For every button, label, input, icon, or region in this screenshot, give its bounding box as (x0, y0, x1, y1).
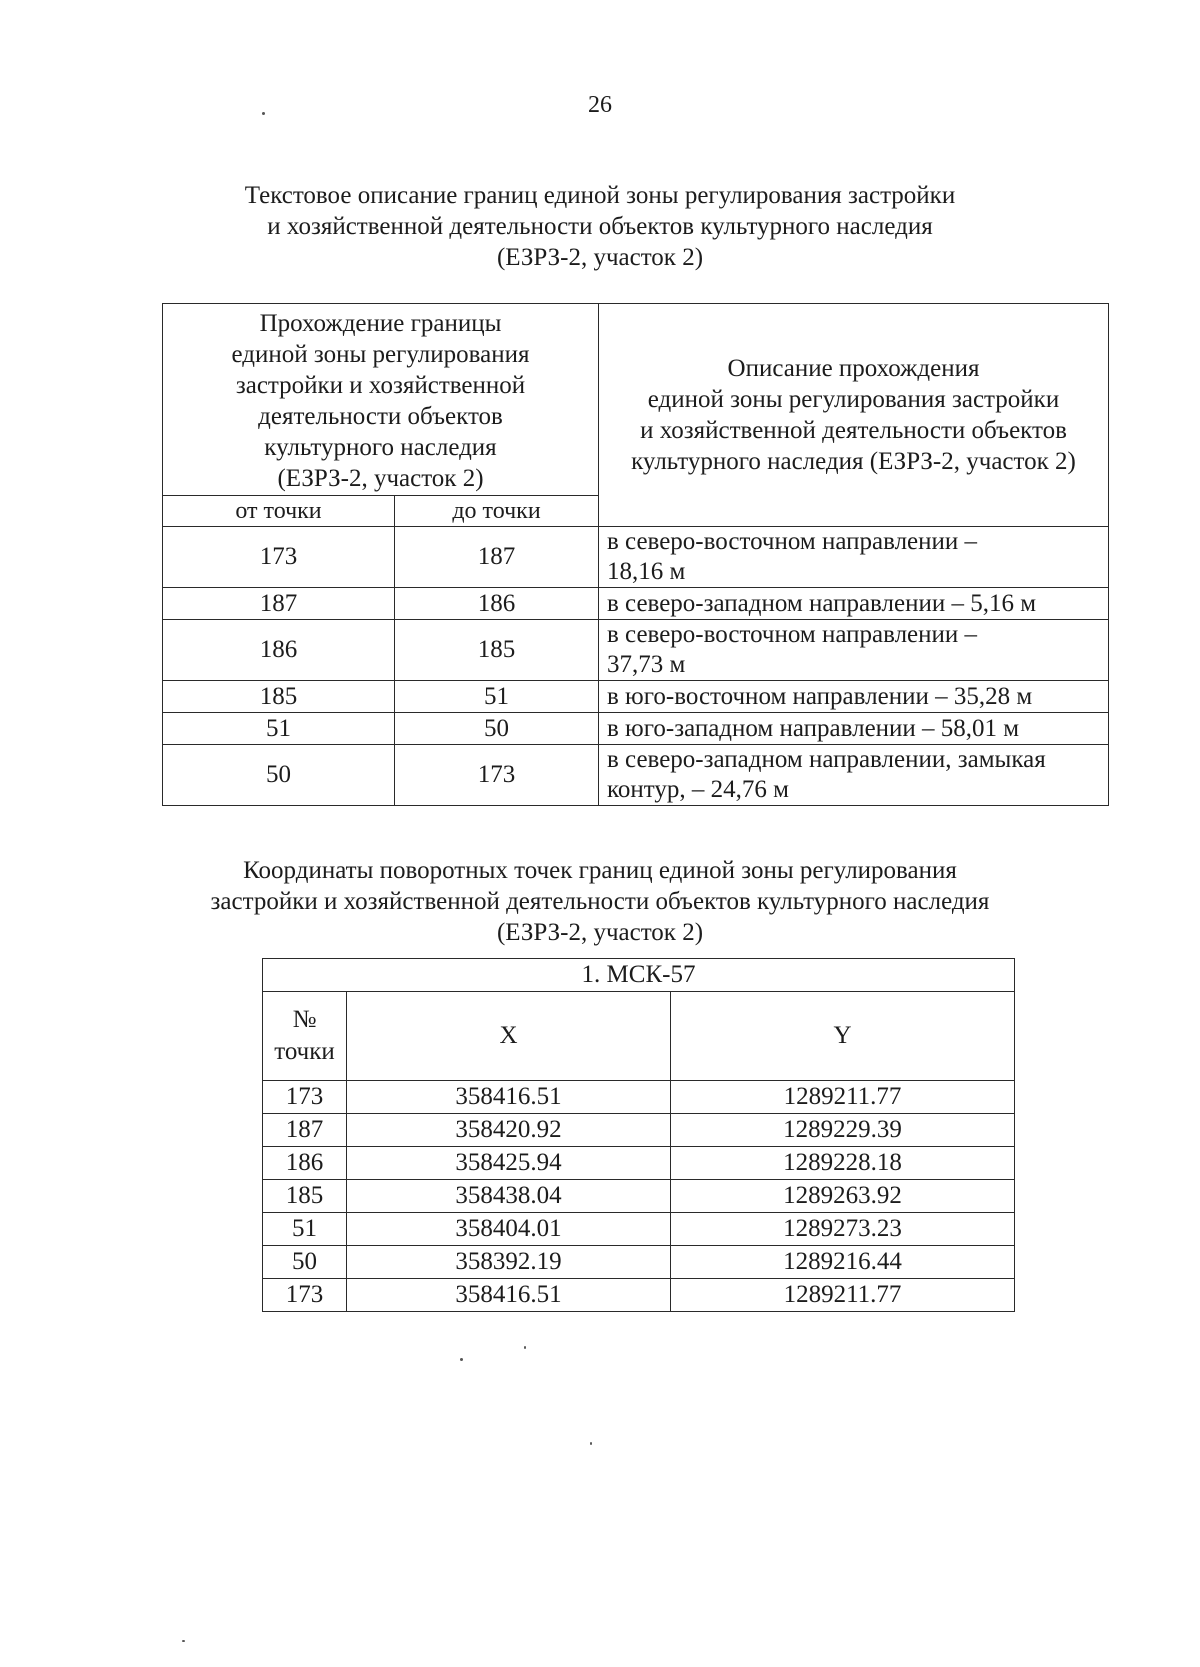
x-coordinate-cell: 358392.19 (347, 1246, 671, 1279)
description-line: 18,16 м (607, 558, 686, 585)
table-row (263, 1147, 1015, 1180)
from-point-cell: 50 (163, 745, 395, 806)
to-point-cell: 173 (395, 745, 599, 806)
description-cell (599, 745, 1109, 806)
header-line: единой зоны регулирования (231, 340, 530, 368)
table-row (263, 1279, 1015, 1312)
boundary-passage-header (163, 304, 599, 496)
header-line: культурного наследия (264, 433, 497, 461)
point-cell: 186 (263, 1147, 347, 1180)
y-coordinate-cell: 1289211.77 (671, 1081, 1015, 1114)
point-cell: 173 (263, 1081, 347, 1114)
y-coordinate-cell: 1289211.77 (671, 1279, 1015, 1312)
description-line: контур, – 24,76 м (607, 776, 789, 803)
table-row (163, 588, 1109, 620)
description-cell (599, 527, 1109, 588)
description-line: в юго-восточном направлении – 35,28 м (607, 682, 1033, 710)
description-line: в северо-западном направлении, замыкая (607, 746, 1046, 773)
y-coordinate-cell: 1289263.92 (671, 1180, 1015, 1213)
from-point-cell: 187 (163, 588, 395, 620)
table-row (263, 1213, 1015, 1246)
x-coordinate-cell: 358404.01 (347, 1213, 671, 1246)
table-row (163, 681, 1109, 713)
table-row (163, 527, 1109, 588)
to-point-cell: 51 (395, 681, 599, 713)
point-cell: 173 (263, 1279, 347, 1312)
table-row (263, 1081, 1015, 1114)
boundary-description-title (0, 180, 1200, 273)
title-line: застройки и хозяйственной деятельности объектов культурного наследия (210, 888, 990, 915)
header-line: Прохождение границы (259, 309, 502, 337)
y-coordinate-cell: 1289229.39 (671, 1114, 1015, 1147)
description-line: в северо-восточном направлении – (607, 528, 978, 555)
header-line: культурного наследия (ЕЗРЗ-2, участок 2) (631, 448, 1076, 475)
point-cell: 51 (263, 1213, 347, 1246)
y-header: Y (671, 992, 1015, 1081)
description-header (599, 304, 1109, 527)
to-point-header: до точки (395, 496, 599, 527)
title-line: и хозяйственной деятельности объектов культурного наследия (267, 213, 933, 240)
to-point-cell: 50 (395, 713, 599, 745)
x-coordinate-cell: 358416.51 (347, 1081, 671, 1114)
description-line: 37,73 м (607, 651, 686, 678)
point-cell: 50 (263, 1246, 347, 1279)
scan-speck (524, 1346, 526, 1349)
point-cell: 185 (263, 1180, 347, 1213)
table-row (163, 713, 1109, 745)
header-line: точки (274, 1038, 335, 1065)
coordinates-table (262, 958, 1015, 1312)
to-point-cell: 187 (395, 527, 599, 588)
from-point-cell: 185 (163, 681, 395, 713)
description-cell (599, 713, 1109, 745)
point-number-header (263, 992, 347, 1081)
description-line: в северо-восточном направлении – (607, 621, 978, 648)
y-coordinate-cell: 1289273.23 (671, 1213, 1015, 1246)
description-line: в северо-западном направлении – 5,16 м (607, 589, 1037, 617)
table-row (263, 1246, 1015, 1279)
to-point-cell: 185 (395, 620, 599, 681)
title-line: (ЕЗРЗ-2, участок 2) (496, 244, 704, 271)
table-row (263, 1114, 1015, 1147)
coordinate-system-label: 1. МСК-57 (263, 959, 1015, 992)
header-line: застройки и хозяйственной (235, 371, 526, 399)
page-number: 26 (588, 92, 612, 118)
x-coordinate-cell: 358438.04 (347, 1180, 671, 1213)
header-line: Описание прохождения (727, 355, 980, 382)
description-line: в юго-западном направлении – 58,01 м (607, 714, 1020, 742)
x-header: X (347, 992, 671, 1081)
from-point-header: от точки (163, 496, 395, 527)
to-point-cell: 186 (395, 588, 599, 620)
scan-speck (262, 112, 265, 115)
description-cell (599, 620, 1109, 681)
from-point-cell: 173 (163, 527, 395, 588)
coordinates-title (0, 855, 1200, 948)
x-coordinate-cell: 358420.92 (347, 1114, 671, 1147)
scan-speck (182, 1640, 185, 1642)
header-line: № (292, 1006, 317, 1033)
title-line: Текстовое описание границ единой зоны регулирования застройки (244, 182, 956, 209)
title-line: Координаты поворотных точек границ единой зоны регулирования (243, 857, 957, 884)
y-coordinate-cell: 1289216.44 (671, 1246, 1015, 1279)
header-line: и хозяйственной деятельности объектов (640, 417, 1067, 444)
x-coordinate-cell: 358425.94 (347, 1147, 671, 1180)
header-line: деятельности объектов (258, 402, 503, 430)
table-row (263, 1180, 1015, 1213)
boundary-description-table (162, 303, 1109, 806)
from-point-cell: 51 (163, 713, 395, 745)
from-point-cell: 186 (163, 620, 395, 681)
header-line: (ЕЗРЗ-2, участок 2) (277, 464, 484, 492)
title-line: (ЕЗРЗ-2, участок 2) (496, 919, 704, 946)
table-row (163, 745, 1109, 806)
header-line: единой зоны регулирования застройки (647, 386, 1060, 413)
y-coordinate-cell: 1289228.18 (671, 1147, 1015, 1180)
scan-speck (590, 1442, 592, 1445)
description-cell (599, 588, 1109, 620)
scan-speck (460, 1358, 463, 1361)
point-cell: 187 (263, 1114, 347, 1147)
x-coordinate-cell: 358416.51 (347, 1279, 671, 1312)
table-row (163, 620, 1109, 681)
description-cell (599, 681, 1109, 713)
